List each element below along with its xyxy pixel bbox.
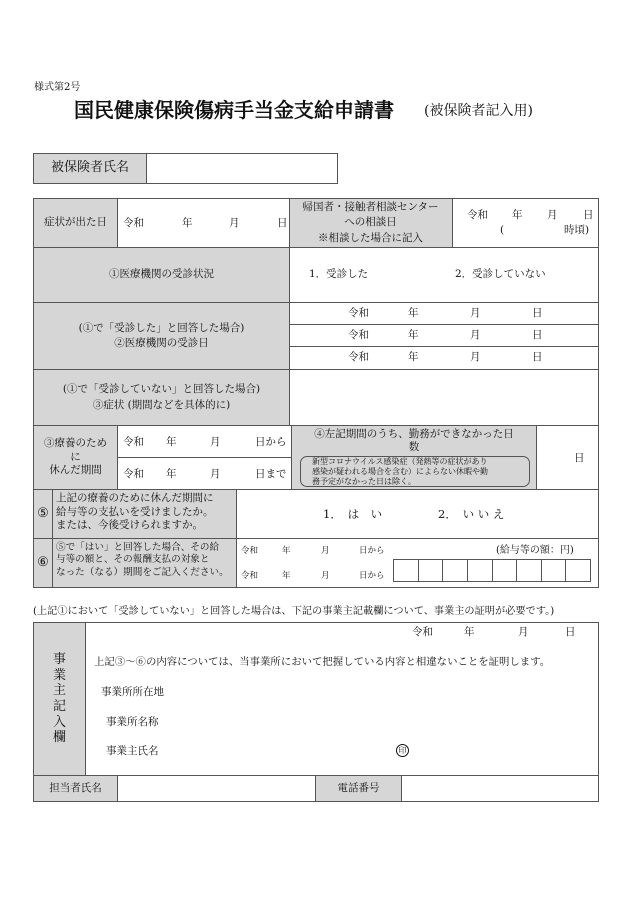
amount-digit-box[interactable]	[419, 560, 444, 581]
office-address-label: 事業所所在地	[101, 686, 164, 698]
q1-option-not-visited[interactable]: 2．受診していない	[455, 268, 546, 280]
employer-section-label: 事 業 主 記 入 欄	[52, 652, 66, 746]
consult-time-label: 時頃)	[564, 224, 590, 236]
office-name-label: 事業所名称	[106, 716, 159, 728]
amount-digit-box[interactable]	[542, 560, 567, 581]
consult-year-label: 年	[512, 209, 523, 221]
seal-mark: 印	[396, 744, 409, 757]
q4-label: ④左記期間のうち、勤務ができなかった日 数	[314, 427, 514, 453]
contact-person-label: 担当者氏名	[49, 781, 102, 794]
q6-question: ⑤で「はい」と回答した場合、その給 与等の額と、その報酬支払の対象と なった（なる）期間をご記入ください。	[56, 542, 229, 578]
symptom-era: 令和	[123, 217, 144, 229]
amount-digit-box[interactable]	[566, 560, 590, 581]
insured-name-field[interactable]	[146, 153, 338, 184]
q6-amount-boxes	[393, 559, 591, 582]
leave-from-date[interactable]: 令和 年 月 日から	[123, 436, 287, 448]
symptom-date-label: 症状が出た日	[44, 216, 107, 229]
q3-label: (①で「受診していない」と回答した場合) ③症状 (期間などを具体的に)	[62, 383, 261, 411]
q2-visit-date-row-1[interactable]: 令和 年 月 日	[348, 307, 543, 319]
consult-date-field[interactable]	[453, 199, 598, 247]
amount-digit-box[interactable]	[394, 560, 419, 581]
q1-label: ①医療機関の受診状況	[109, 268, 214, 281]
phone-field[interactable]	[402, 776, 598, 801]
employer-certification-text: 上記③～⑥の内容については、当事業所において把握している内容と相違ないことを証明します。	[94, 656, 551, 668]
amount-digit-box[interactable]	[468, 560, 493, 581]
amount-digit-box[interactable]	[517, 560, 542, 581]
consult-day-label: 日	[583, 209, 594, 221]
q2-visit-date-row-2[interactable]: 令和 年 月 日	[348, 329, 543, 341]
leave-until-date[interactable]: 令和 年 月 日まで	[123, 468, 287, 480]
q6-amount-label: (給与等の額：円)	[496, 545, 574, 556]
consult-time-paren: (	[500, 224, 505, 236]
office-address-field[interactable]	[180, 682, 590, 702]
q4-note: 新型コロナウイルス感染症（発熱等の症状があり 感染が疑われる場合を含む）によらない休暇や勤 務予定がなかった日は除く。	[312, 457, 488, 487]
q3-symptom-field[interactable]	[290, 370, 598, 425]
consult-center-label: 帰国者・接触者相談センター への相談日 ※相談した場合に記入	[302, 201, 439, 244]
q5-option-yes[interactable]: 1． は い	[323, 507, 383, 521]
q5-question: 上記の療養のために休んだ期間に 給与等の支払いを受けましたか。 または、今後受けられますか。	[56, 492, 214, 532]
form-number: 様式第2号	[34, 82, 81, 93]
consult-era: 令和	[467, 209, 488, 221]
owner-name-field[interactable]	[180, 741, 390, 761]
q4-days-field[interactable]	[537, 426, 598, 489]
amount-digit-box[interactable]	[493, 560, 518, 581]
q5-option-no[interactable]: 2． い い え	[438, 507, 505, 521]
q4-days-unit: 日	[574, 452, 585, 464]
q2-label: (①で「受診した」と回答した場合) ②医療機関の受診日	[78, 321, 245, 349]
insured-name-label: 被保険者氏名	[50, 160, 129, 176]
symptom-year-label: 年	[182, 217, 193, 229]
amount-digit-box[interactable]	[443, 560, 468, 581]
q2-visit-date-row-3[interactable]: 令和 年 月 日	[348, 351, 543, 363]
q5-number: ⑤	[37, 505, 49, 521]
consult-month-label: 月	[547, 209, 558, 221]
q6-number: ⑥	[37, 554, 49, 570]
form-title: 国民健康保険傷病手当金支給申請書	[74, 98, 394, 122]
form-title-sub: (被保険者記入用)	[424, 103, 533, 119]
owner-name-label: 事業主氏名	[106, 745, 159, 757]
q1-option-visited[interactable]: 1．受診した	[309, 268, 369, 280]
q6-from-date[interactable]: 令和 年 月 日から	[241, 546, 385, 556]
contact-person-field[interactable]	[118, 776, 314, 801]
symptom-month-label: 月	[229, 217, 240, 229]
q6-until-date[interactable]: 令和 年 月 日から	[241, 571, 385, 581]
phone-label: 電話番号	[337, 781, 380, 794]
symptom-date-field[interactable]	[118, 199, 288, 247]
certification-date[interactable]: 令和 年 月 日	[412, 626, 576, 638]
office-name-field[interactable]	[180, 712, 590, 732]
symptom-day-label: 日	[277, 217, 288, 229]
leave-period-label: ③療養のため に 休んだ期間	[44, 437, 107, 477]
employer-note: (上記①において「受診していない」と回答した場合は、下記の事業主記載欄について、事業主の証明が必要です。)	[33, 606, 555, 617]
